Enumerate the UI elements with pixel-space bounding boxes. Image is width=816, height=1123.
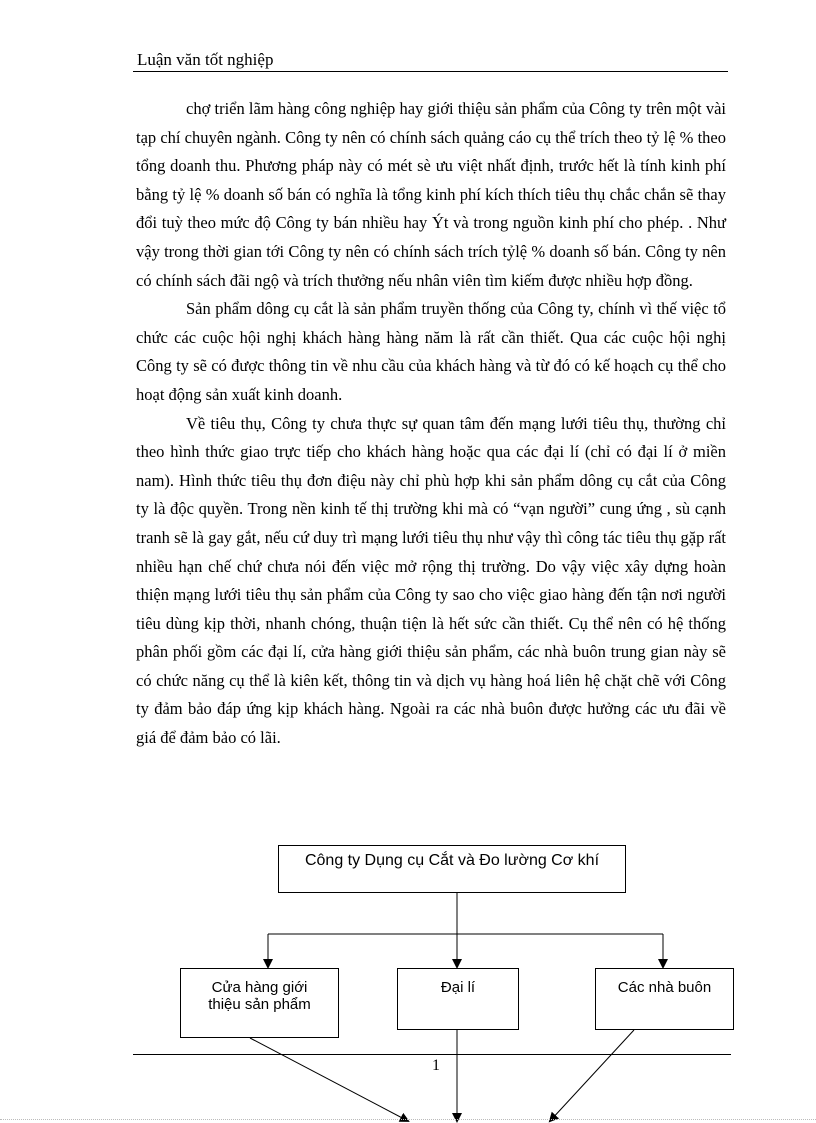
wholesaler-box-label: Các nhà buôn	[617, 979, 712, 996]
footer-rule	[133, 1054, 731, 1055]
header-title: Luận văn tốt nghiệp	[137, 50, 274, 69]
showroom-box	[180, 968, 339, 1038]
company-box	[278, 845, 626, 893]
arrow-store-down	[250, 1038, 408, 1121]
showroom-box-line1: Cửa hàng giới	[211, 979, 308, 996]
paragraph-3: Về tiêu thụ, Công ty chưa thực sự quan tâm đến mạng lưới tiêu thụ, thường chỉ theo hình thức giao trực tiếp cho khách hàng hoặc qua các đại lí (chỉ có đại lí ở miền nam). Hình thức tiêu thụ đơn điệu này chỉ phù hợp khi sản phẩm dông cụ cắt của Công ty là độc quyền. Trong nền kinh tế thị trường khi mà có “vạn người” cung ứng , sù cạnh tranh sẽ là gay gắt, nếu cứ duy trì mạng lưới tiêu thụ như vậy thì công tác tiêu thụ gặp rất nhiều hạn chế chứ chưa nói đến việc mở rộng thị trường. Do vậy việc xây dựng hoàn thiện mạng lưới tiêu thụ sản phẩm của Công ty sao cho việc giao hàng đến tận nơi người tiêu dùng kịp thời, nhanh chóng, thuận tiện là hết sức cần thiết. Cụ thể nên có hệ thống phân phối gồm các đại lí, cửa hàng giới thiệu sản phẩm, các nhà buôn trung gian này sẽ có chức năng cụ thể là kiên kết, thông tin và dịch vụ hàng hoá liên hệ chặt chẽ với Công ty đảm bảo đáp ứng kịp khách hàng. Ngoài ra các nhà buôn được hưởng các ưu đãi về giá để đảm bảo có lãi.	[136, 413, 726, 748]
agent-box-label: Đại lí	[440, 979, 476, 996]
page-number: 1	[432, 1057, 440, 1074]
paragraph-1: chợ triển lãm hàng công nghiệp hay giới thiệu sản phẩm của Công ty trên một vài tạp chí chuyên ngành. Công ty nên có chính sách quảng cáo cụ thể trích theo tỷ lệ % theo tổng doanh thu. Phương pháp này có mét sè ưu việt nhất định, trước hết là tính kinh phí bằng tỷ lệ % doanh số bán có nghĩa là tổng kinh phí kích thích tiêu thụ chắc chắn sẽ thay đổi tuỳ theo mức độ Công ty bán nhiều hay Ýt và trong nguồn kinh phí cho phép. . Như vậy trong thời gian tới Công ty nên có chính sách trích tỷlệ % doanh số bán. Công ty nên có chính sách đãi ngộ và trích thưởng nếu nhân viên tìm kiếm được nhiều hợp đồng.	[136, 99, 726, 290]
wholesaler-box	[595, 968, 734, 1030]
showroom-box-line2: thiệu sản phẩm	[208, 996, 311, 1013]
agent-box	[397, 968, 519, 1030]
paragraph-2: Sản phẩm dông cụ cắt là sản phẩm truyền thống của Công ty, chính vì thế việc tổ chức các cuộc hội nghị khách hàng hàng năm là rất cần thiết. Qua các cuộc hội nghị Công ty sẽ có được thông tin về nhu cầu của khách hàng và từ đó có kế hoạch cụ thể cho hoạt động sản xuất kinh doanh.	[136, 299, 726, 404]
page-edge-divider	[0, 1119, 816, 1120]
company-box-label: Công ty Dụng cụ Cắt và Đo lường Cơ khí	[304, 852, 600, 869]
arrow-wholesaler-down	[550, 1030, 634, 1121]
